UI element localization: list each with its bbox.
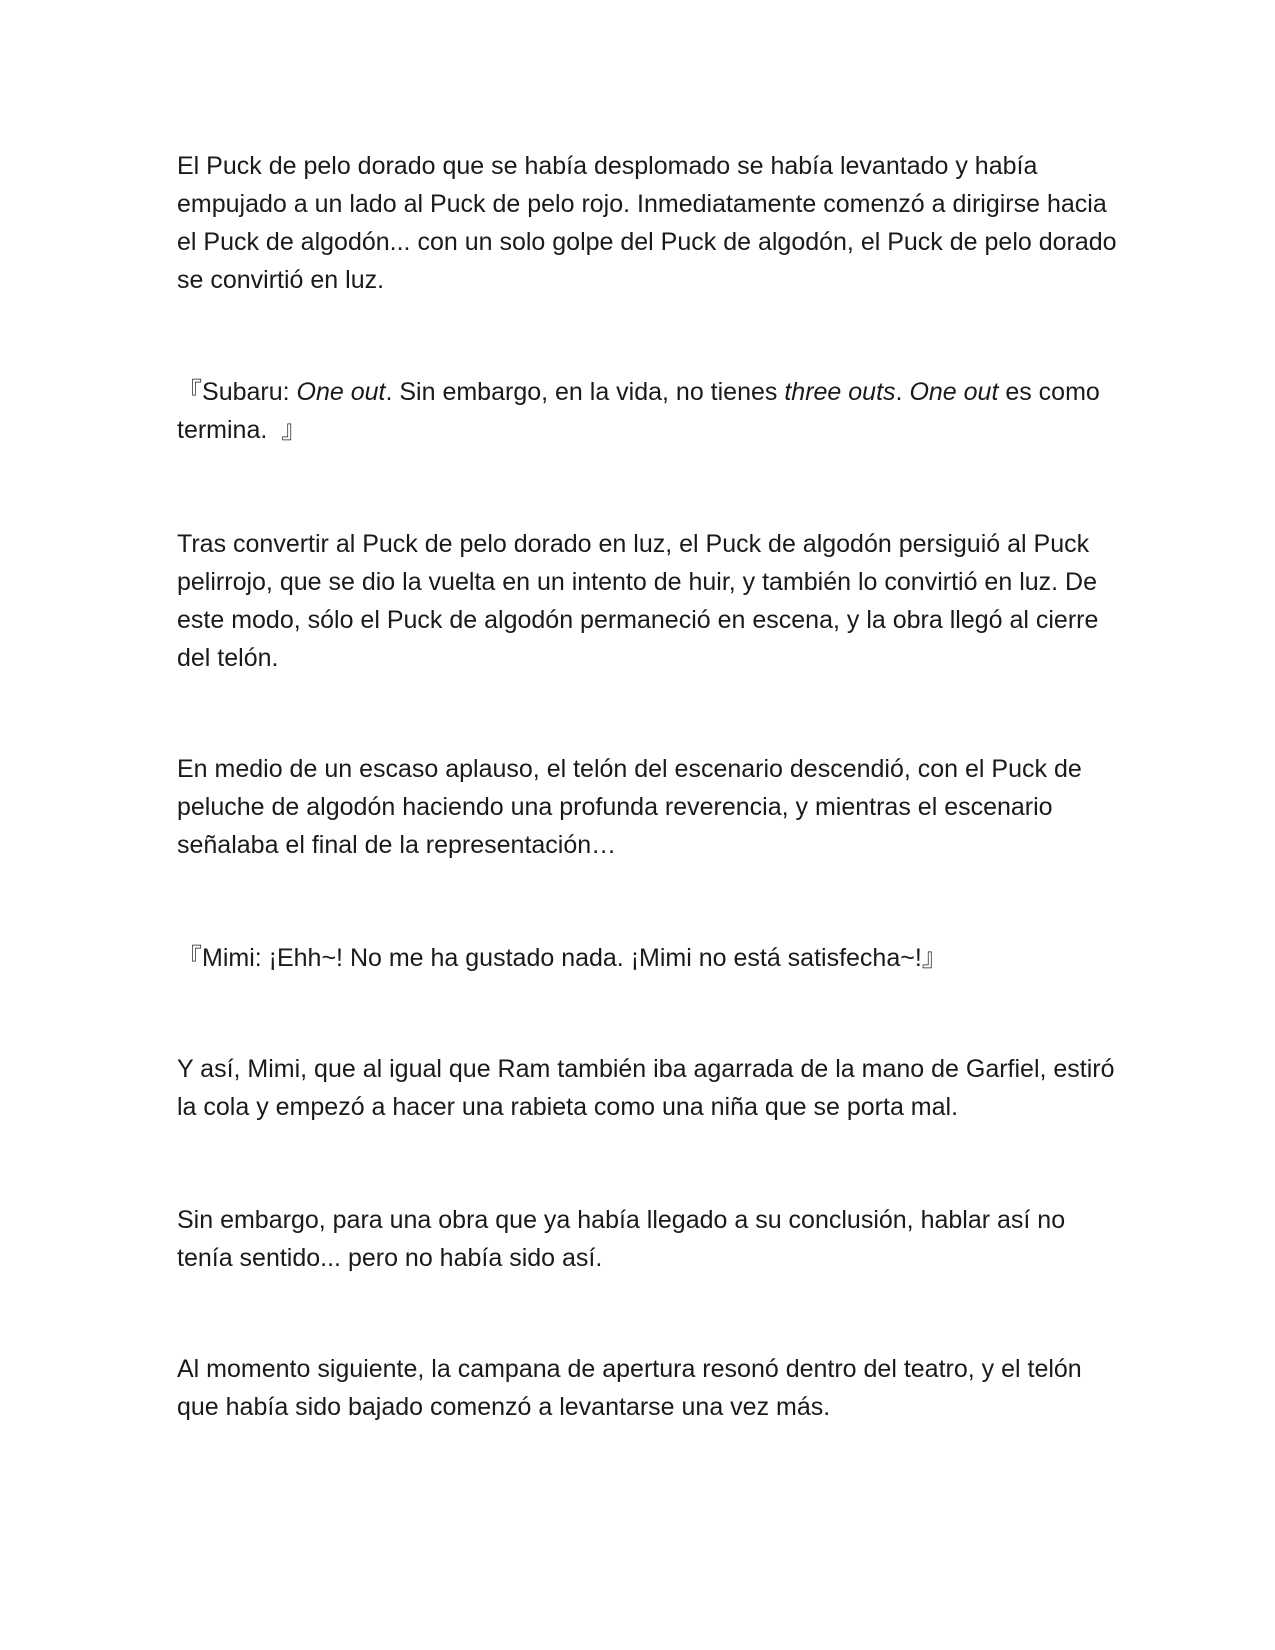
- italic-phrase: One out: [296, 378, 386, 406]
- dialogue-speaker: Subaru:: [202, 378, 297, 406]
- italic-phrase: three outs: [784, 378, 896, 406]
- paragraph: El Puck de pelo dorado que se había desplomado se había levantado y había empujado a un lado al Puck de pelo rojo. Inmediatamente comenzó a dirigirse hacia el Puck de algodón... con un solo golpe del Puck de algodón, el Puck de pelo dorado se convirtió en luz.: [177, 152, 1117, 294]
- italic-phrase: One out: [909, 378, 999, 406]
- paragraph: Al momento siguiente, la campana de apertura resonó dentro del teatro, y el telón que había sido bajado comenzó a levantarse una vez más.: [177, 1355, 1082, 1421]
- paragraph: En medio de un escaso aplauso, el telón del escenario descendió, con el Puck de peluche de algodón haciendo una profunda reverencia, y mientras el escenario señalaba el final de la representación…: [177, 755, 1082, 859]
- paragraph: Y así, Mimi, que al igual que Ram también iba agarrada de la mano de Garfiel, estiró la cola y empezó a hacer una rabieta como una niña que se porta mal.: [177, 1055, 1115, 1121]
- dialogue-paragraph-mimi: 『Mimi: ¡Ehh~! No me ha gustado nada. ¡Mimi no está satisfecha~!』: [177, 944, 947, 972]
- dialogue-paragraph-subaru: [177, 373, 1122, 449]
- paragraph: Sin embargo, para una obra que ya había llegado a su conclusión, hablar así no tenía sentido... pero no había sido así.: [177, 1206, 1066, 1272]
- dialogue-text: .: [895, 378, 910, 406]
- dialogue-text: . Sin embargo, en la vida, no tienes: [385, 378, 785, 406]
- dialogue-open-bracket: 『: [177, 378, 203, 406]
- paragraph: Tras convertir al Puck de pelo dorado en luz, el Puck de algodón persiguió al Puck pelirrojo, que se dio la vuelta en un intento de huir, y también lo convirtió en luz. De este modo, sólo el Puck de algodón permaneció en escena, y la obra llegó al cierre del telón.: [177, 530, 1099, 672]
- dialogue-text: es como termina.: [177, 378, 1100, 444]
- dialogue-close-bracket: 』: [281, 416, 307, 444]
